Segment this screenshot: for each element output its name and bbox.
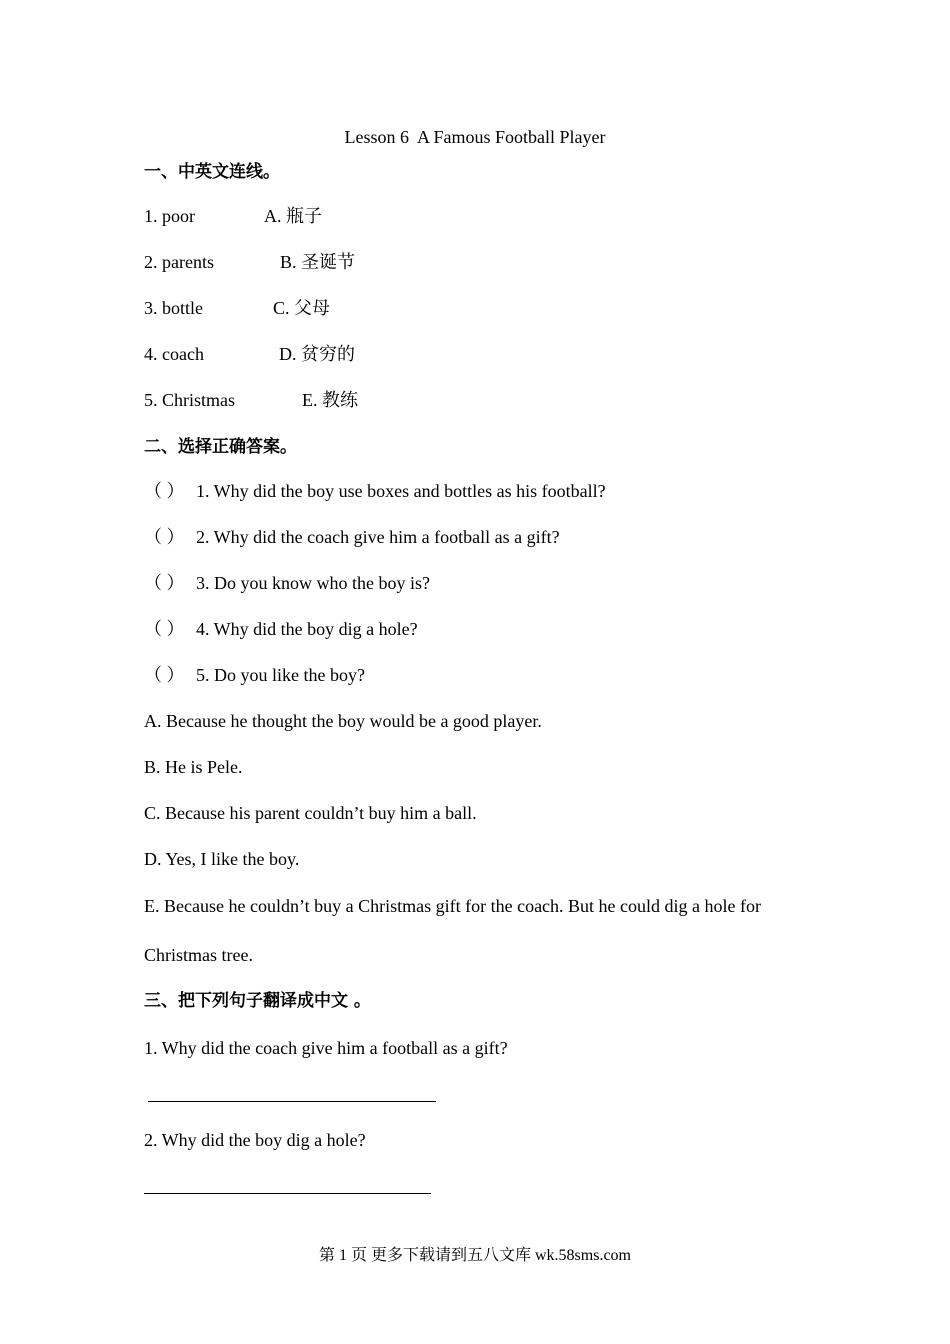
match-item-zh: D. 贫穷的 <box>279 344 355 364</box>
section-3-heading: 三、把下列句子翻译成中文 。 <box>144 991 371 1011</box>
match-item-en: 4. coach <box>144 344 204 364</box>
section-2-heading: 二、选择正确答案。 <box>144 437 297 457</box>
answer-blank[interactable]: （ ） <box>144 527 185 547</box>
match-item-zh: A. 瓶子 <box>264 206 322 226</box>
answer-blank[interactable]: （ ） <box>144 573 185 593</box>
match-item-en: 3. bottle <box>144 298 203 318</box>
answer-option: B. He is Pele. <box>144 757 243 777</box>
answer-line[interactable] <box>148 1101 436 1102</box>
answer-blank[interactable]: （ ） <box>144 481 185 501</box>
match-item-zh: E. 教练 <box>302 390 358 410</box>
question-text: 4. Why did the boy dig a hole? <box>196 619 418 639</box>
question-text: 3. Do you know who the boy is? <box>196 573 430 593</box>
answer-blank[interactable]: （ ） <box>144 619 185 639</box>
answer-line[interactable] <box>144 1193 431 1194</box>
section-1-heading: 一、中英文连线。 <box>144 162 280 182</box>
page-title: Lesson 6 A Famous Football Player <box>344 127 606 147</box>
answer-blank[interactable]: （ ） <box>144 665 185 685</box>
match-item-zh: C. 父母 <box>273 298 331 318</box>
answer-option: C. Because his parent couldn’t buy him a ball. <box>144 803 477 823</box>
question-row <box>144 664 365 686</box>
translate-question: 2. Why did the boy dig a hole? <box>144 1130 366 1150</box>
match-item-en: 5. Christmas <box>144 390 236 410</box>
question-text: 1. Why did the boy use boxes and bottles as his football? <box>196 481 606 501</box>
answer-option-continued: Christmas tree. <box>144 945 253 965</box>
match-item-en: 2. parents <box>144 252 214 272</box>
question-row <box>144 480 606 502</box>
answer-option: E. Because he couldn’t buy a Christmas gift for the coach. But he could dig a hole for <box>144 896 762 916</box>
match-item-en: 1. poor <box>144 206 195 226</box>
page-footer: 第 1 页 更多下载请到五八文库 wk.58sms.com <box>318 1247 631 1264</box>
question-text: 2. Why did the coach give him a football as a gift? <box>196 527 560 547</box>
match-item-zh: B. 圣诞节 <box>280 252 356 272</box>
question-row <box>144 526 560 548</box>
question-row <box>144 572 430 594</box>
question-text: 5. Do you like the boy? <box>196 665 365 685</box>
question-row <box>144 618 418 640</box>
answer-option: A. Because he thought the boy would be a good player. <box>144 711 542 731</box>
translate-question: 1. Why did the coach give him a football as a gift? <box>144 1038 508 1058</box>
answer-option: D. Yes, I like the boy. <box>144 849 300 869</box>
